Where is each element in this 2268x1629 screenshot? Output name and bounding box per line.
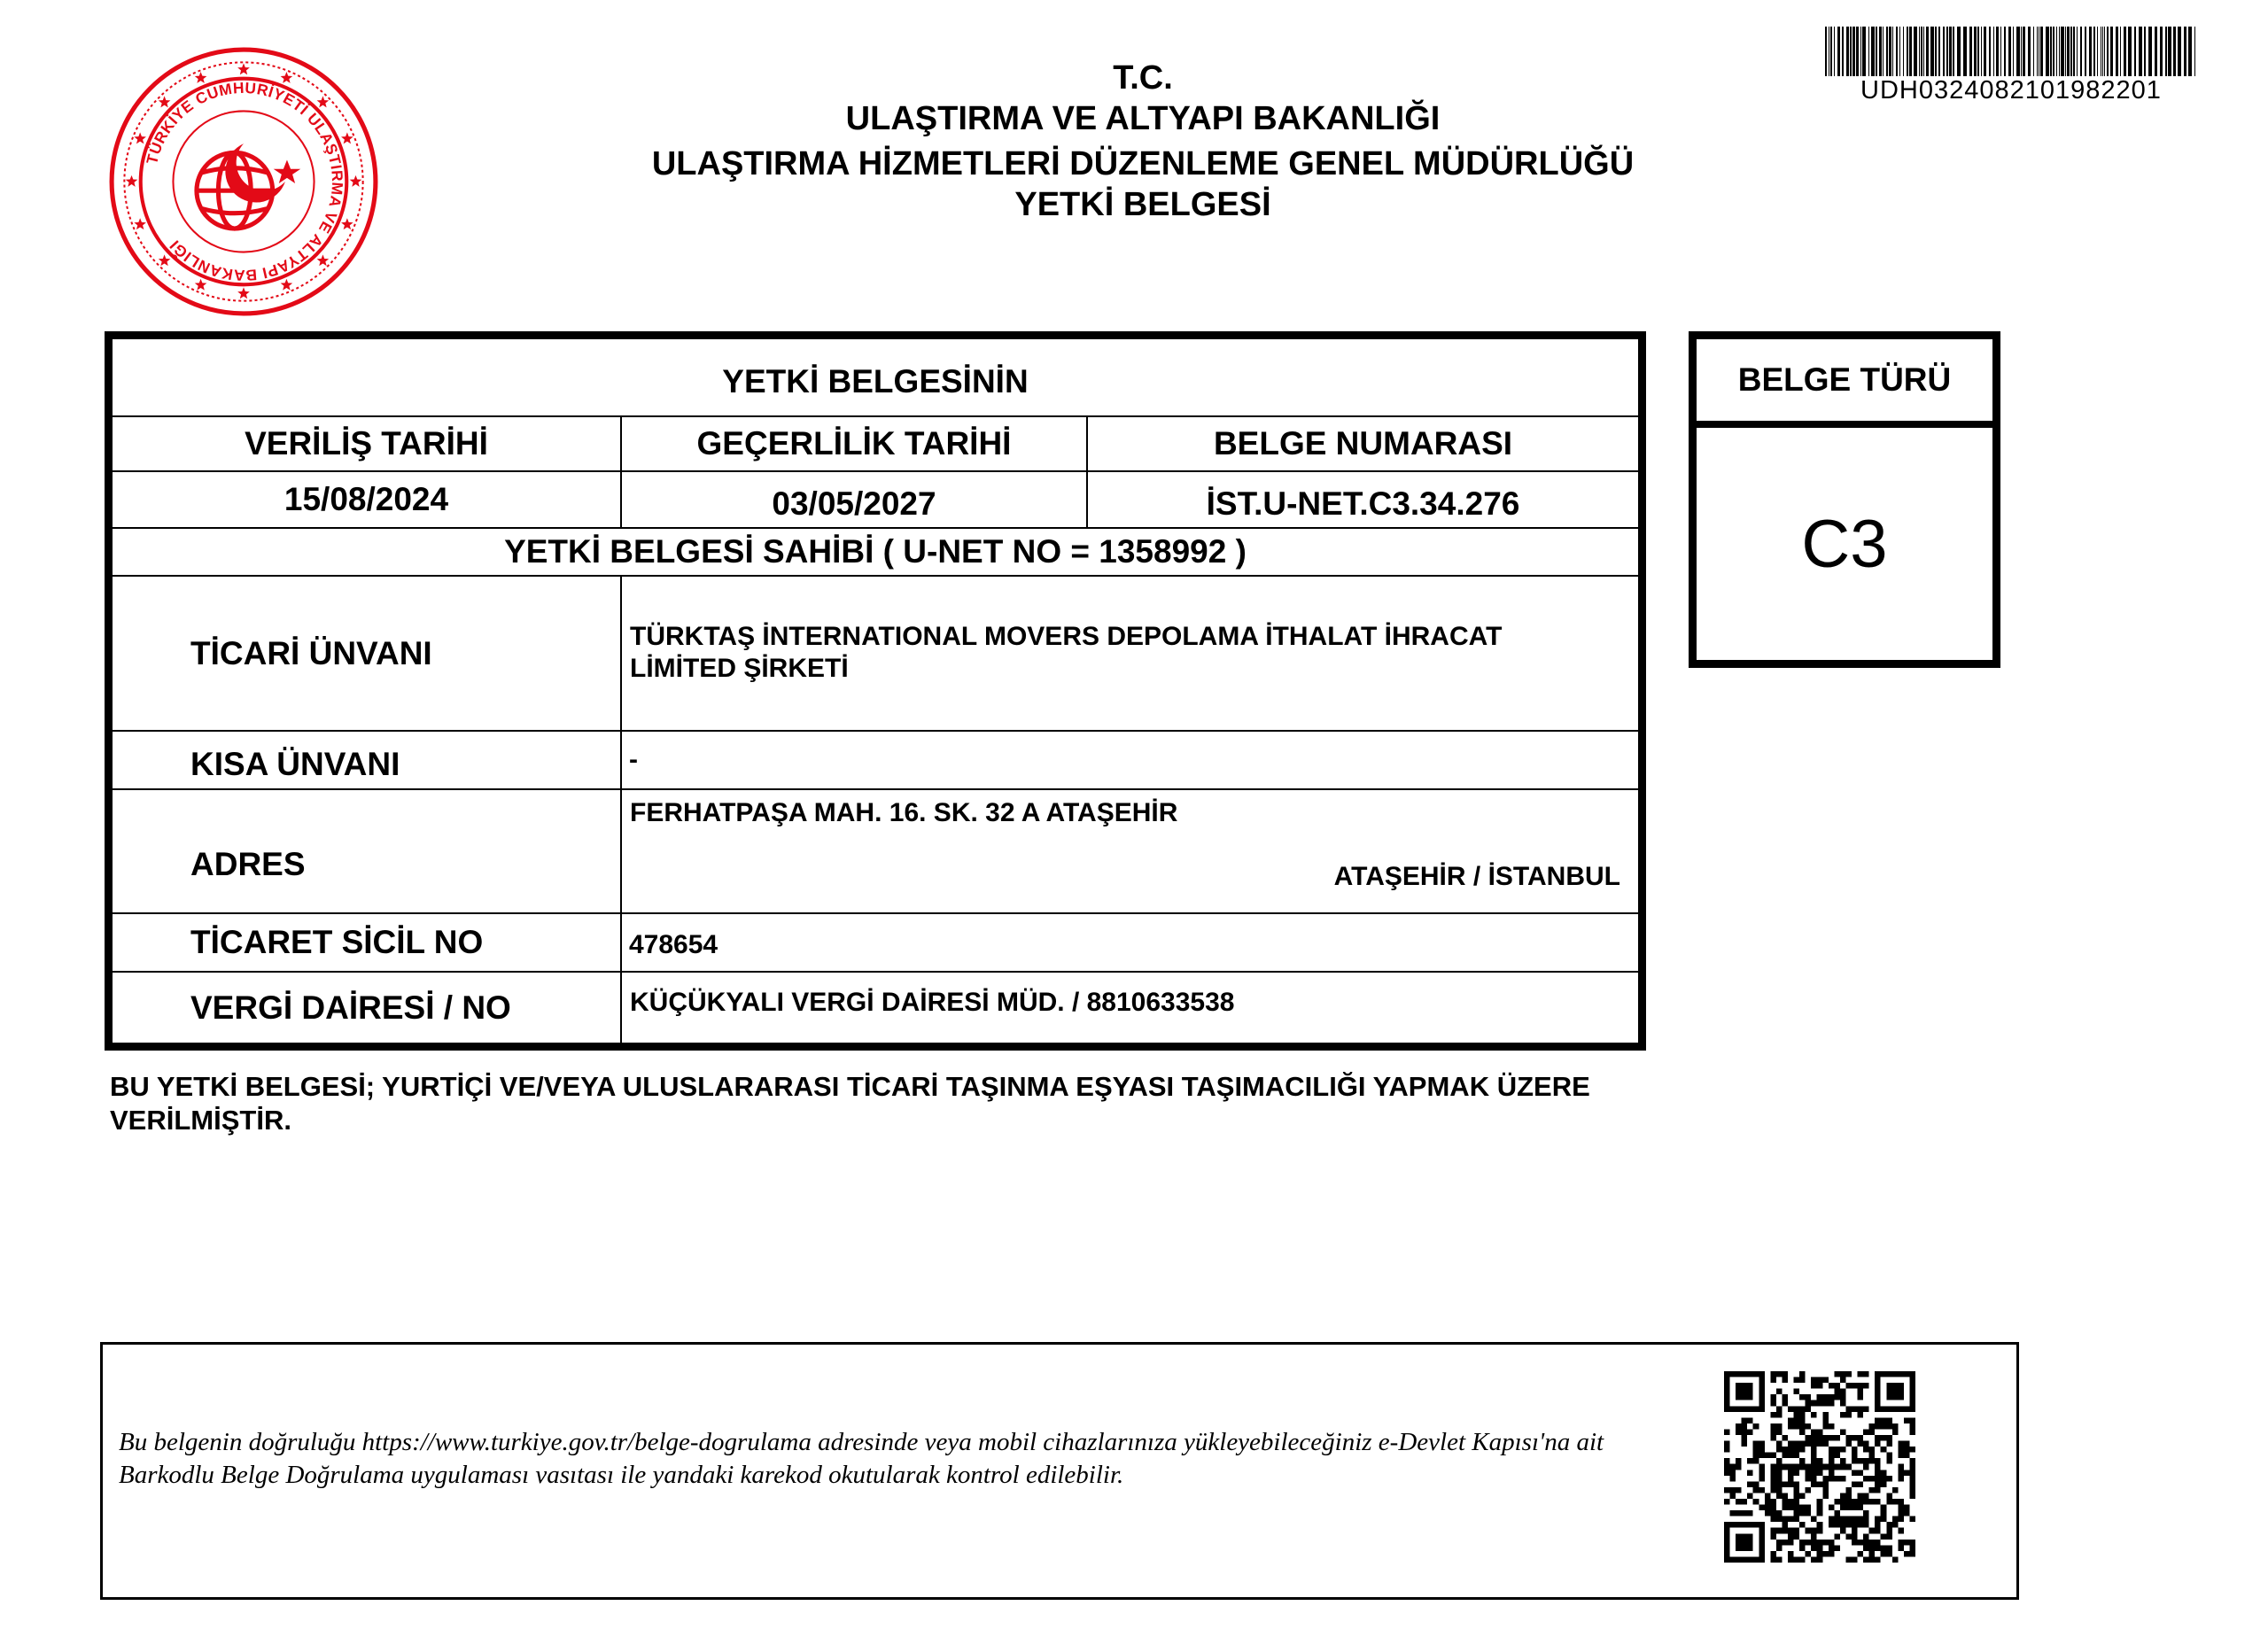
document-type-title: BELGE TÜRÜ [1737, 361, 1952, 398]
document-number-value: İST.U-NET.C3.34.276 [1206, 485, 1520, 522]
value-trade-name: TÜRKTAŞ İNTERNATIONAL MOVERS DEPOLAMA İTHALAT İHRACAT LİMİTED ŞİRKETİ [630, 622, 1503, 683]
column-document-number: BELGE NUMARASI [1213, 425, 1513, 462]
column-issue-date: VERİLİŞ TARİHİ [245, 425, 488, 462]
label-short-name: KISA ÜNVANI [190, 746, 400, 782]
label-address: ADRES [190, 846, 306, 882]
header-document-title: YETKİ BELGESİ [1014, 186, 1271, 223]
barcode-number: UDH0324082101982201 [1860, 76, 2162, 105]
barcode-image [1825, 27, 2197, 76]
document-type-box [1689, 331, 2000, 668]
issue-date-value: 15/08/2024 [284, 481, 449, 517]
validity-date-value: 03/05/2027 [772, 485, 936, 522]
value-tax-office: KÜÇÜKYALI VERGİ DAİRESİ MÜD. / 8810633538 [630, 988, 1235, 1017]
header-ministry: ULAŞTIRMA VE ALTYAPI BAKANLIĞI [845, 100, 1441, 137]
label-tax-office: VERGİ DAİRESİ / NO [190, 989, 511, 1026]
value-short-name: - [629, 745, 638, 774]
seal-text: TÜRKİYE CUMHURİYETİ ULAŞTIRMA VE ALTYAPI BAKANLIĞI [143, 78, 347, 285]
header-tc: T.C. [1113, 59, 1173, 97]
authorization-note: BU YETKİ BELGESİ; YURTİÇİ VE/VEYA ULUSLARARASI TİCARİ TAŞINMA EŞYASI TAŞIMACILIĞI YAPMAK ÜZERE VERİLMİŞTİR. [110, 1071, 1590, 1136]
verification-text: Bu belgenin doğruluğu https://www.turkiye.gov.tr/belge-dogrulama adresinde veya mobil cihazlarınıza yükleyebileceğiniz e-Devlet Kapısı'na ait Barkodlu Belge Doğrulama uygulaması vasıtası ile yandaki karekod okutularak kontrol edilebilir. [119, 1428, 1604, 1489]
label-trade-name: TİCARİ ÜNVANI [190, 634, 432, 671]
certificate-table [105, 331, 1646, 1051]
document-type-value: C3 [1801, 506, 1888, 582]
section-title: YETKİ BELGESİNİN [722, 363, 1029, 399]
value-trade-registry-number: 478654 [629, 930, 718, 959]
column-validity-date: GEÇERLİLİK TARİHİ [696, 425, 1012, 462]
label-trade-registry-number: TİCARET SİCİL NO [190, 924, 484, 960]
ministry-seal-logo [108, 46, 379, 317]
value-address-line1: FERHATPAŞA MAH. 16. SK. 32 A ATAŞEHİR [630, 798, 1178, 827]
header-directorate: ULAŞTIRMA HİZMETLERİ DÜZENLEME GENEL MÜDÜRLÜĞÜ [651, 145, 1635, 182]
owner-title: YETKİ BELGESİ SAHİBİ ( U-NET NO = 1358992 ) [504, 533, 1247, 570]
value-address-city: ATAŞEHİR / İSTANBUL [1333, 862, 1620, 891]
qr-code-image [1724, 1371, 1915, 1563]
